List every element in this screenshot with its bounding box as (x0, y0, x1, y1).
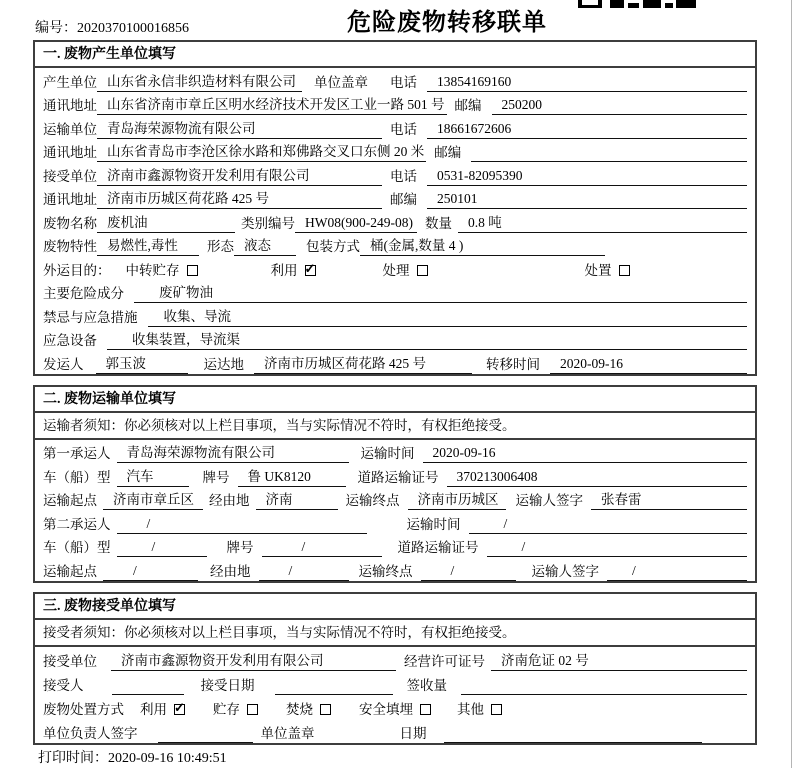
receiver-notice: 接受者须知：你必须核对以上栏目事项，当与实际情况不符时，有权拒绝接受。 (35, 620, 755, 647)
purpose-option-treat: 处理 (382, 262, 410, 278)
transporter-address-label: 通讯地址 (43, 145, 97, 160)
shipper-label: 发运人 (43, 356, 84, 372)
origin2-label: 运输起点 (43, 563, 97, 579)
checkbox-disposal-utilize (174, 704, 185, 715)
transporter-zip-value (471, 159, 747, 162)
responsible-sign-label: 单位负责人签字 (43, 725, 138, 741)
producer-label: 产生单位 (43, 74, 97, 90)
carrier-sign1-value: 张春雷 (591, 492, 747, 510)
road-permit2-label: 道路运输证号 (397, 540, 479, 555)
receiver-value: 济南市鑫源物资开发利用有限公司 (97, 168, 382, 186)
transporter-label: 运输单位 (43, 121, 97, 137)
document-header (33, 8, 757, 40)
checkbox-disposal-incinerate (320, 704, 331, 715)
plate2-label: 牌号 (226, 540, 254, 555)
date-label: 日期 (399, 725, 427, 741)
print-time-value: 2020-09-16 10:49:51 (108, 750, 227, 766)
shipper-value: 郭玉波 (96, 356, 188, 374)
disposal-option-store: 贮存 (213, 701, 240, 717)
waste-name-value: 废机油 (97, 215, 235, 233)
first-carrier-label: 第一承运人 (43, 446, 111, 461)
quantity-label: 数量 (425, 215, 452, 231)
emergency-equipment-value: 收集装置，导流渠 (107, 332, 747, 350)
receiver-address-value: 济南市历城区荷花路 425 号 (97, 191, 382, 209)
receiver-zip-label: 邮编 (390, 192, 417, 207)
receiver-zip-value: 250101 (427, 191, 747, 209)
waste-traits-label: 废物特性 (43, 239, 97, 254)
received-qty-label: 签收量 (406, 677, 447, 693)
row-acceptor (35, 671, 755, 695)
transporter-phone-value: 18661672606 (427, 121, 747, 139)
receiver-label: 接受单位 (43, 168, 97, 184)
hazard-component-value: 废矿物油 (134, 285, 747, 303)
row-shipper (35, 350, 755, 374)
section3-title: 三. 废物接受单位填写 (35, 594, 755, 620)
transfer-time-label: 转移时间 (486, 356, 540, 372)
category-code-label: 类别编号 (241, 215, 295, 231)
producer-address-value: 山东省济南市章丘区明水经济技术开发区工业一路 501 号 (97, 97, 447, 115)
via2-value: / (259, 563, 349, 581)
row-taboo-measures (35, 303, 755, 327)
quantity-value: 0.8 吨 (458, 215, 747, 233)
accept-date-label: 接受日期 (200, 677, 255, 693)
vehicle-type1-label: 车（船）型 (43, 469, 111, 485)
row-second-carrier (35, 510, 755, 534)
form-label: 形态 (207, 239, 234, 254)
section2-title: 二. 废物运输单位填写 (35, 387, 755, 413)
row-second-route (35, 557, 755, 581)
vehicle-type1-value: 汽车 (117, 469, 189, 487)
taboo-measures-value: 收集、导流 (148, 309, 748, 327)
document-number-value: 2020370100016856 (77, 21, 189, 36)
row-first-route (35, 487, 755, 511)
origin2-value: / (103, 563, 198, 581)
disposal-option-incinerate: 焚烧 (286, 701, 313, 717)
plate1-label: 牌号 (202, 469, 230, 485)
producer-value: 山东省永信非织造材料有限公司 (97, 74, 302, 92)
vehicle-type2-value: / (117, 539, 207, 557)
transporter-address-value: 山东省青岛市李沧区徐水路和郑佛路交叉口东侧 20 米 (97, 144, 426, 162)
row-waste-traits (35, 233, 755, 257)
origin1-label: 运输起点 (43, 493, 97, 508)
unit-seal3-label: 单位盖章 (260, 725, 315, 741)
first-carrier-value: 青岛海荣源物流有限公司 (117, 445, 349, 463)
unit-seal-label: 单位盖章 (314, 74, 368, 90)
row-receiver (35, 162, 755, 186)
origin1-value: 济南市章丘区 (103, 492, 203, 510)
taboo-measures-label: 禁忌与应急措施 (43, 309, 138, 325)
row-receiving-unit (35, 647, 755, 671)
plate1-value: 鲁 UK8120 (238, 469, 346, 487)
transporter-notice: 运输者须知：你必须核对以上栏目事项，当与实际情况不符时，有权拒绝接受。 (35, 413, 755, 440)
plate2-value: / (262, 539, 382, 557)
producer-address-label: 通讯地址 (43, 98, 97, 113)
checkbox-disposal-other (491, 704, 502, 715)
hazard-component-label: 主要危险成分 (43, 286, 124, 301)
producer-zip-label: 邮编 (454, 98, 482, 113)
checkbox-disposal-landfill (420, 704, 431, 715)
checkbox-disposal-store (247, 704, 258, 715)
acceptor-label: 接受人 (43, 677, 84, 693)
transfer-time-value: 2020-09-16 (550, 356, 747, 374)
acceptor-value (112, 692, 184, 695)
destination-value: 济南市历城区荷花路 425 号 (254, 356, 472, 374)
qr-code-fragment-icon (578, 0, 698, 8)
license-label: 经营许可证号 (404, 653, 485, 669)
producer-phone-label: 电话 (390, 74, 417, 90)
disposal-option-utilize: 利用 (140, 701, 167, 717)
date-value (444, 740, 703, 743)
checkbox-treat (417, 265, 428, 276)
purpose-option-dispose: 处置 (584, 262, 612, 278)
carrier-sign2-value: / (607, 563, 747, 581)
print-time (33, 747, 757, 767)
page-title: 危险废物转移联单 (347, 10, 547, 36)
packaging-label: 包装方式 (306, 239, 360, 254)
receiving-unit-label: 接受单位 (43, 653, 97, 669)
transporter-phone-label: 电话 (390, 121, 417, 137)
first-carrier-time-label: 运输时间 (360, 446, 415, 461)
row-responsible-signature (35, 719, 755, 743)
receiver-phone-label: 电话 (390, 168, 417, 184)
via1-label: 经由地 (209, 493, 250, 508)
row-waste-name (35, 209, 755, 233)
purpose-option-utilize: 利用 (270, 262, 298, 278)
first-carrier-time-value: 2020-09-16 (423, 445, 748, 463)
received-qty-value (461, 692, 747, 695)
row-second-vehicle (35, 534, 755, 558)
transporter-value: 青岛海荣源物流有限公司 (97, 121, 382, 139)
second-carrier-value: / (117, 516, 367, 534)
waste-traits-value: 易燃性,毒性 (97, 238, 199, 256)
carrier-sign1-label: 运输人签字 (515, 493, 583, 508)
road-permit1-value: 370213006408 (447, 469, 748, 487)
row-producer (35, 68, 755, 92)
category-code-value: HW08(900-249-08) (295, 215, 417, 233)
receiver-address-label: 通讯地址 (43, 192, 97, 207)
producer-zip-value: 250200 (492, 97, 748, 115)
row-first-vehicle (35, 463, 755, 487)
row-producer-address (35, 92, 755, 116)
emergency-equipment-label: 应急设备 (43, 333, 97, 348)
disposal-option-other: 其他 (457, 701, 484, 717)
accept-date-value (275, 692, 393, 695)
print-time-label: 打印时间： (38, 750, 108, 766)
packaging-value: 桶(金属,数量 4 ) (360, 238, 605, 256)
second-carrier-time-value: / (469, 516, 748, 534)
disposal-option-landfill: 安全填埋 (359, 701, 413, 717)
row-receiver-address (35, 186, 755, 210)
destination-label: 运达地 (203, 356, 244, 372)
producer-phone-value: 13854169160 (427, 74, 747, 92)
end2-label: 运输终点 (358, 563, 413, 579)
hazardous-waste-transfer-form (33, 8, 757, 767)
section-transporter (33, 385, 757, 583)
form-value: 液态 (234, 238, 296, 256)
row-emergency-equipment (35, 327, 755, 351)
document-number-label: 编号： (35, 21, 77, 36)
row-hazard-component (35, 280, 755, 304)
end1-value: 济南市历城区 (408, 492, 506, 510)
row-transport-purpose (35, 256, 755, 280)
checkbox-dispose (619, 265, 630, 276)
via1-value: 济南 (256, 492, 338, 510)
section1-title: 一. 废物产生单位填写 (35, 42, 755, 68)
road-permit2-value: / (487, 539, 748, 557)
vehicle-type2-label: 车（船）型 (43, 540, 111, 555)
road-permit1-label: 道路运输证号 (357, 469, 439, 485)
purpose-option-transfer-storage: 中转贮存 (125, 262, 180, 278)
end2-value: / (421, 563, 516, 581)
checkbox-transfer-storage (187, 265, 198, 276)
purpose-label: 外运目的： (43, 262, 111, 278)
license-value: 济南危证 02 号 (491, 653, 747, 671)
carrier-sign2-label: 运输人签字 (531, 563, 599, 579)
second-carrier-time-label: 运输时间 (406, 516, 461, 532)
section-producer (33, 40, 757, 376)
receiving-unit-value: 济南市鑫源物资开发利用有限公司 (111, 653, 396, 671)
page-edge-line (791, 0, 792, 768)
checkbox-utilize (305, 265, 316, 276)
row-disposal-method (35, 695, 755, 719)
row-transporter (35, 115, 755, 139)
second-carrier-label: 第二承运人 (43, 516, 111, 532)
via2-label: 经由地 (210, 563, 251, 579)
waste-name-label: 废物名称 (43, 215, 97, 231)
end1-label: 运输终点 (345, 493, 400, 508)
receiver-phone-value: 0531-82095390 (427, 168, 747, 186)
row-transporter-address (35, 139, 755, 163)
disposal-method-label: 废物处置方式 (43, 701, 124, 717)
responsible-sign-value (158, 740, 253, 743)
transporter-zip-label: 邮编 (434, 145, 462, 160)
section-receiver (33, 592, 757, 745)
row-first-carrier (35, 440, 755, 464)
